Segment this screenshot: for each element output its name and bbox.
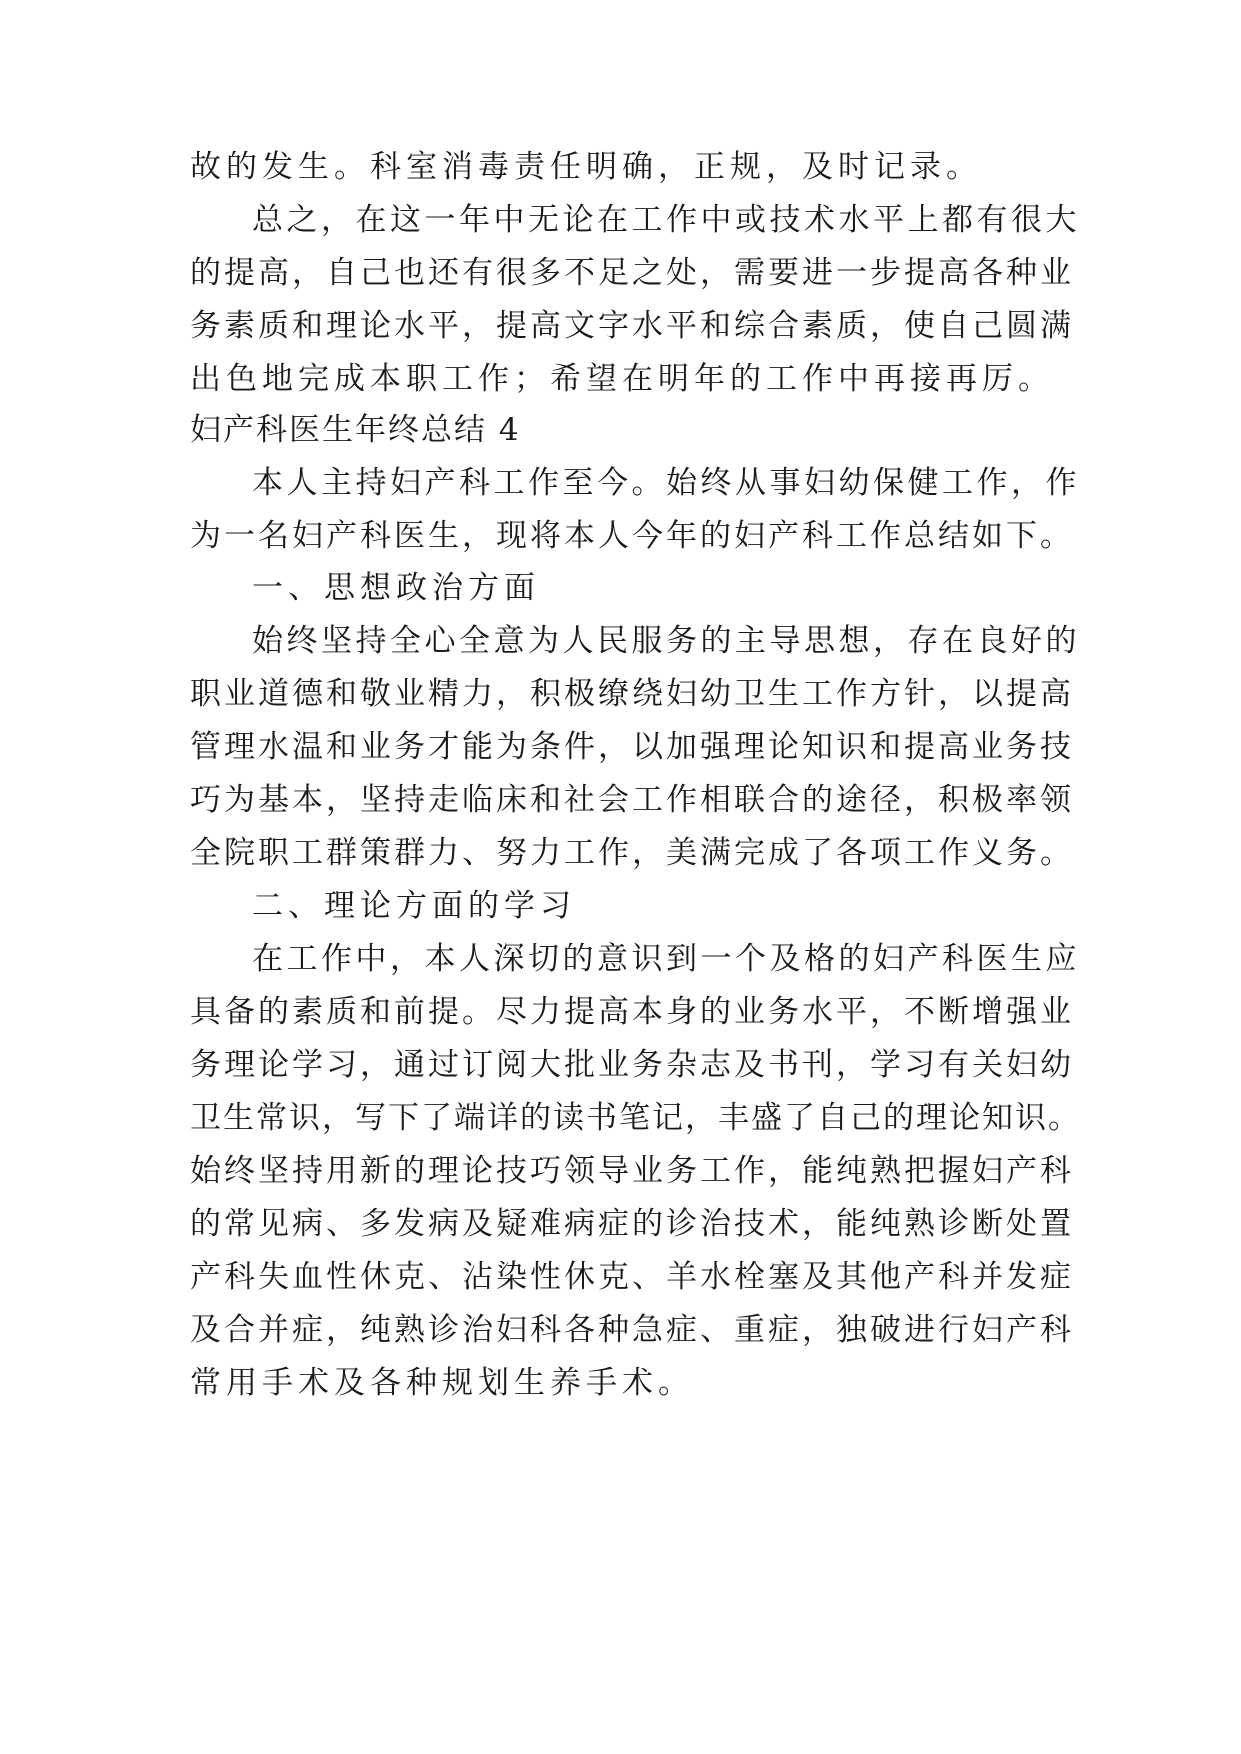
paragraph-first-line: 本人主持妇产科工作至今。始终从事妇幼保健工作，作	[252, 465, 1080, 501]
text-line: 务素质和理论水平，提高文字水平和综合素质，使自己圆满	[190, 308, 1074, 344]
text-line: 管理水温和业务才能为条件，以加强理论知识和提高业务技	[190, 729, 1074, 765]
text-line: 为一名妇产科医生，现将本人今年的妇产科工作总结如下。	[190, 518, 1074, 554]
text-line: 及合并症，纯熟诊治妇科各种急症、重症，独破进行妇产科	[190, 1312, 1074, 1348]
text-line: 全院职工群策群力、努力工作，美满完成了各项工作义务。	[190, 835, 1074, 871]
subheading: 二、理论方面的学习	[252, 888, 576, 924]
text-line: 务理论学习，通过订阅大批业务杂志及书刊，学习有关妇幼	[190, 1047, 1074, 1083]
section-title: 妇产科医生年终总结 4	[190, 412, 521, 448]
text-line: 卫生常识，写下了端详的读书笔记，丰盛了自己的理论知识。	[190, 1100, 1081, 1136]
paragraph-first-line: 始终坚持全心全意为人民服务的主导思想，存在良好的	[252, 623, 1080, 659]
text-line: 巧为基本，坚持走临床和社会工作相联合的途径，积极率领	[190, 782, 1074, 818]
paragraph-first-line: 总之，在这一年中无论在工作中或技术水平上都有很大	[252, 202, 1080, 238]
text-line: 具备的素质和前提。尽力提高本身的业务水平，不断增强业	[190, 994, 1074, 1030]
text-line: 职业道德和敬业精力，积极缭绕妇幼卫生工作方针，以提高	[190, 676, 1074, 712]
paragraph-first-line: 在工作中，本人深切的意识到一个及格的妇产科医生应	[252, 941, 1080, 977]
text-line: 出色地完成本职工作；希望在明年的工作中再接再厉。	[190, 361, 1054, 397]
text-line: 故的发生。科室消毒责任明确，正规，及时记录。	[190, 149, 982, 185]
text-line: 的提高，自己也还有很多不足之处，需要进一步提高各种业	[190, 255, 1074, 291]
text-line: 始终坚持用新的理论技巧领导业务工作，能纯熟把握妇产科	[190, 1153, 1074, 1189]
text-line: 常用手术及各种规划生养手术。	[190, 1365, 694, 1401]
text-line: 产科失血性休克、沾染性休克、羊水栓塞及其他产科并发症	[190, 1259, 1074, 1295]
text-line: 的常见病、多发病及疑难病症的诊治技术，能纯熟诊断处置	[190, 1206, 1074, 1242]
subheading: 一、思想政治方面	[252, 570, 540, 606]
